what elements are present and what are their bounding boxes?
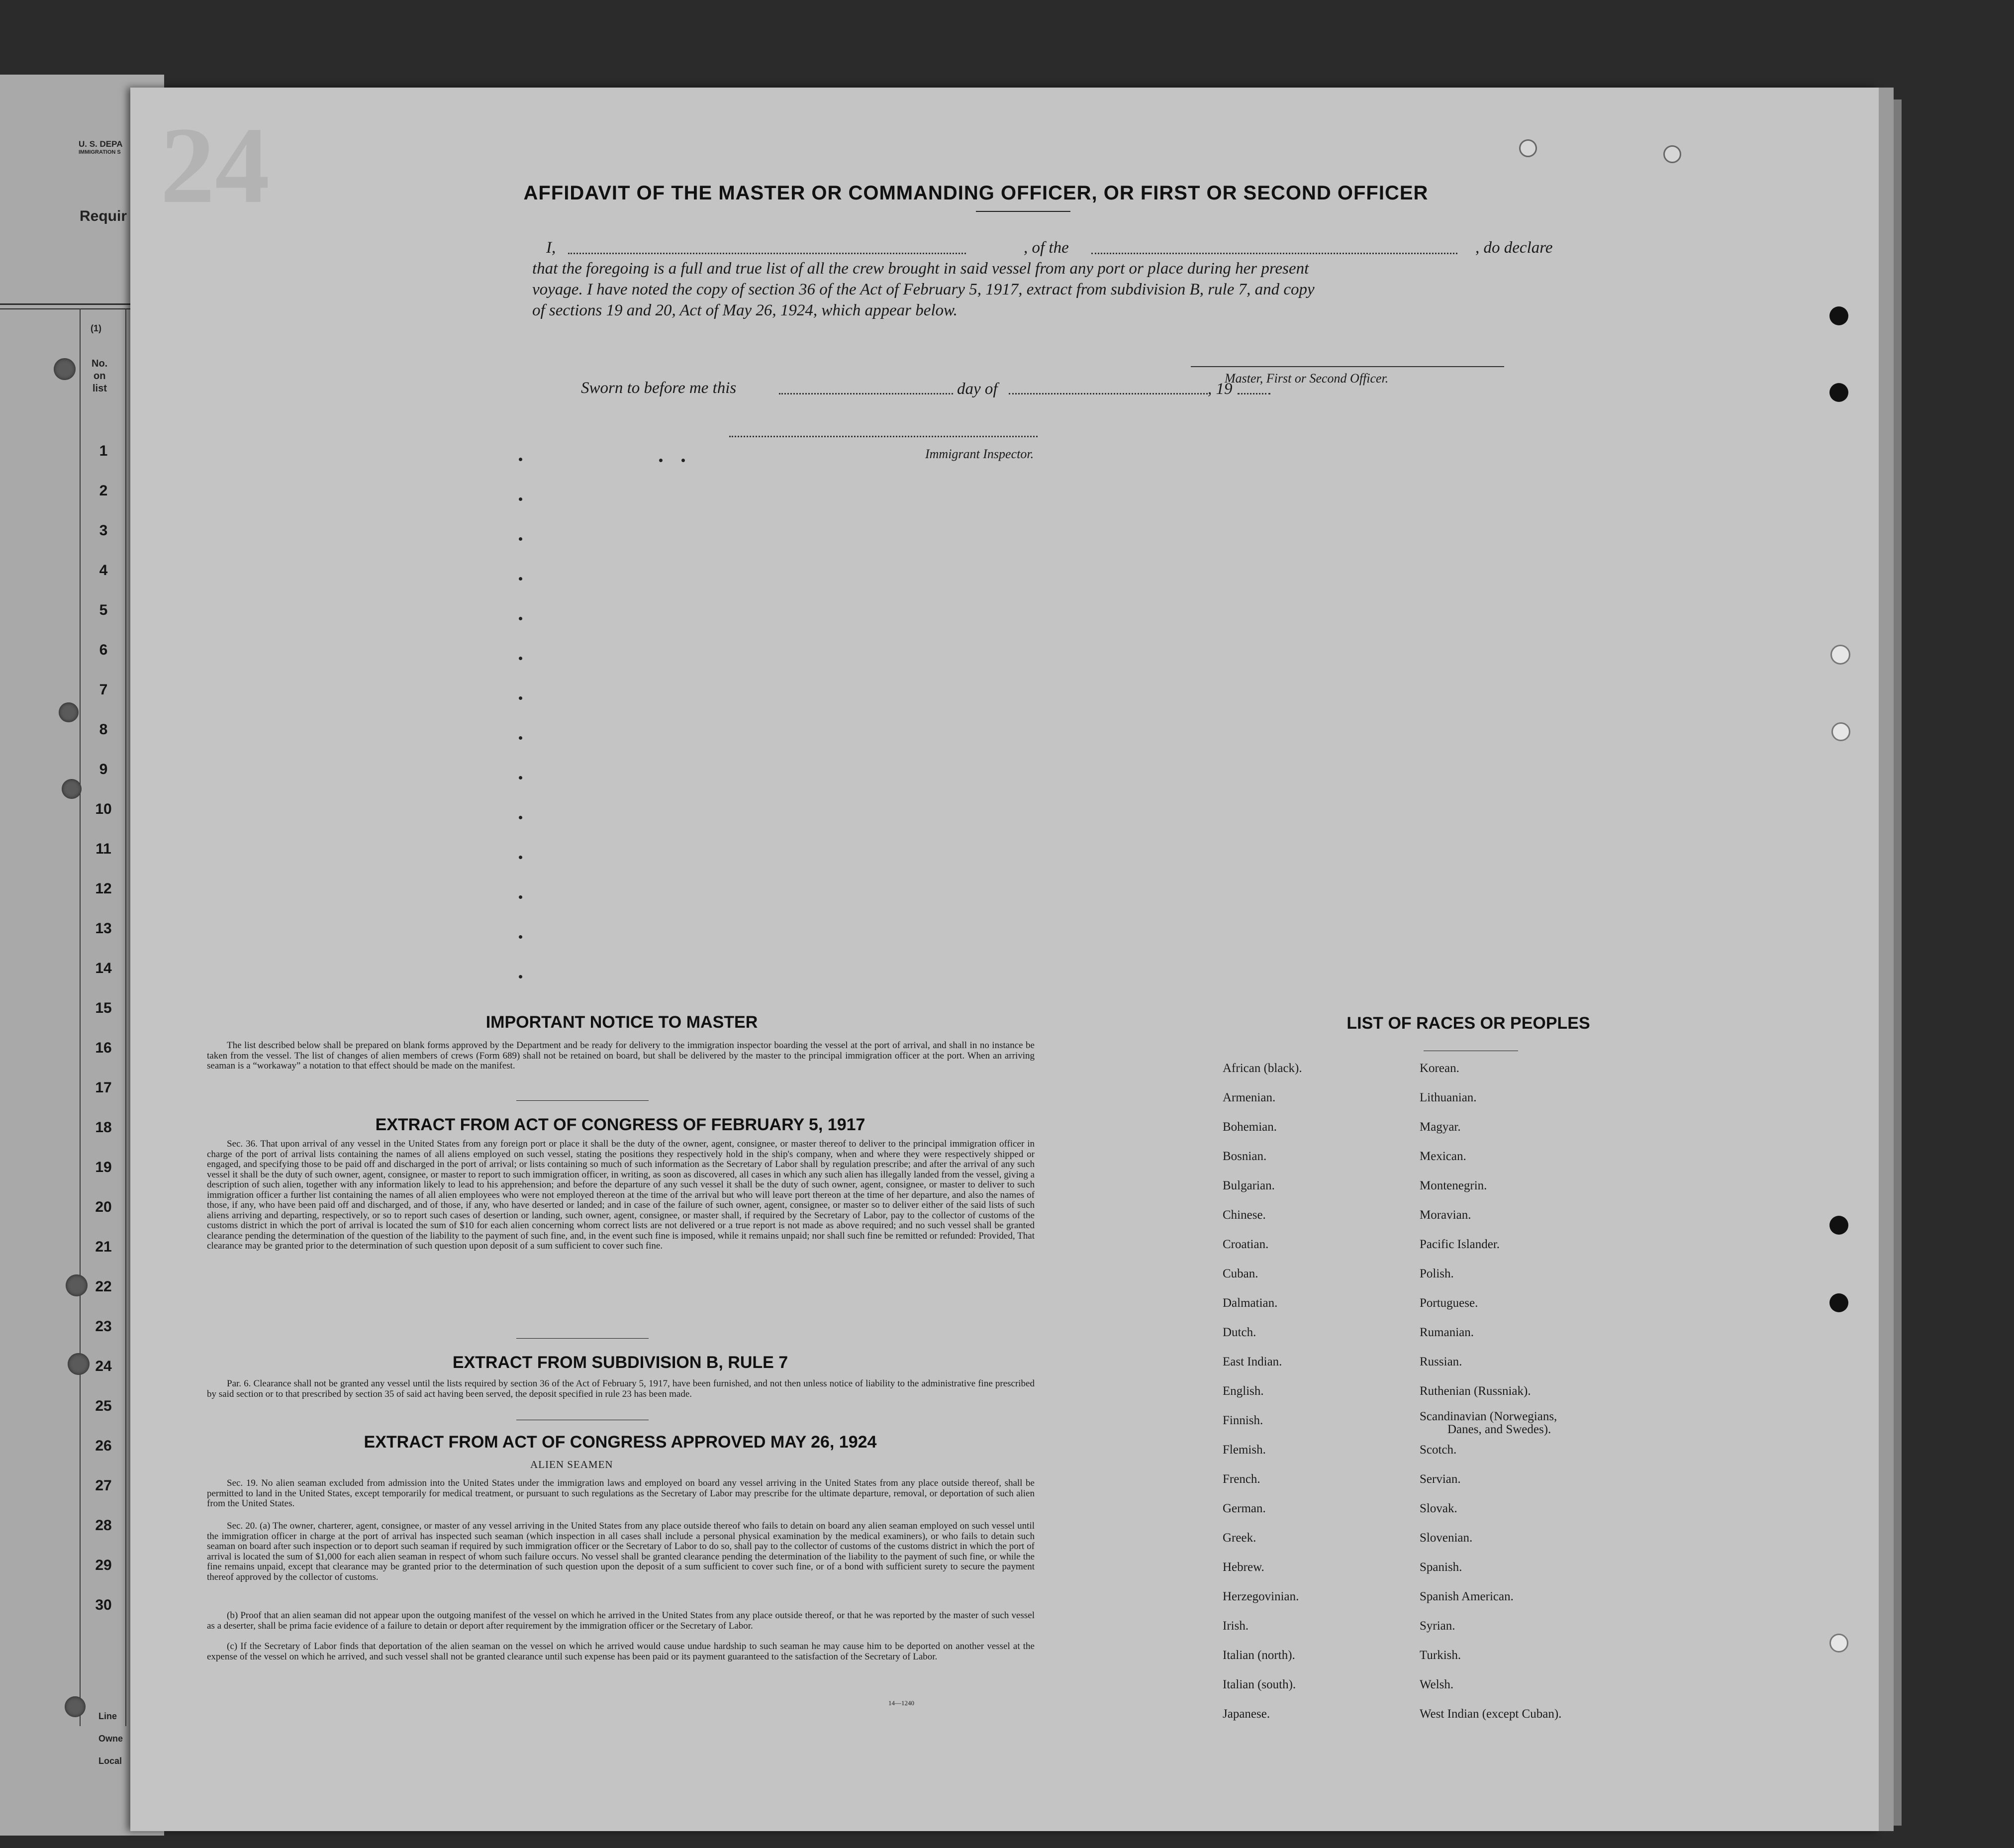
page-dot (519, 736, 522, 740)
page-dot (519, 577, 522, 581)
department-header: U. S. DEPA (79, 139, 123, 149)
row-number: 13 (95, 920, 112, 937)
punch-hole (1519, 139, 1537, 157)
inspector-label: Immigrant Inspector. (925, 447, 1034, 461)
extract-1917-text: Sec. 36. That upon arrival of any vessel in the United States from any foreign port or place it shall be the duty of the owner, agent, consignee, or master thereof to deliver to the principal immigration officer in charge of the port of arrival lists containing the names of all aliens employed on such vessel, stating the positions they respectively hold in the ship's company, when and where they were respectively shipped or engaged, and specifying those to be paid off and discharged in the port of arrival; or lists containing so much of such information as the Secretary of Labor shall by regulation prescribe; and after the arrival of any such vessel it shall be the duty of such owner, agent, consignee, or master to report to such immigration officer, in writing, as soon as discovered, all cases in which any such alien has illegally landed from the vessel, giving a description of such alien, together with any information likely to lead to his apprehension; and before the departure of any such vessel it shall be the duty of such owner, agent, consignee, or master to deliver to such immigration officer a further list containing the names of all alien employees who were not employed thereon at the time of the arrival but who will leave port thereon at the time of her departure, and also the names of those, if any, who have been paid off and discharged, and of those, if any, who have deserted or landed; and in case of the failure of such owner, agent, consignee, or master so to deliver either of the said lists of such aliens arriving and departing, respectively, or so to report such cases of desertion or landing, such owner, agent, consignee, or master shall, if required by the Secretary of Labor, pay to the collector of customs of the customs district in which the port of arrival is located the sum of $10 for each alien concerning whom correct lists are not delivered or a true report is not made as above required; and no such vessel shall be granted clearance pending the determination of the question of the liability to the payment of such fine, and, in the event such fine is imposed, while it remains unpaid; nor shall such fine be remitted or refunded: Provided, That clearance may be granted prior to the determination of such question upon deposit of a sum sufficient to cover such fine. (207, 1139, 1035, 1252)
row-number: 15 (95, 1000, 112, 1016)
signature-label: Master, First or Second Officer. (1225, 371, 1389, 386)
column-divider (125, 308, 126, 1726)
page-dot (519, 816, 522, 819)
row-number: 20 (95, 1199, 112, 1215)
page-edge (1894, 99, 1902, 1826)
row-number: 19 (95, 1159, 112, 1175)
race-item: Scotch. (1420, 1443, 1457, 1457)
row-number: 22 (95, 1278, 112, 1295)
section-19-text: Sec. 19. No alien seaman excluded from admission into the United States under the immigration laws and employed on board any vessel arriving in the United States from any place outside thereof, shall be permitted to land in the United States, except temporarily for medical treatment, or pursuant to such regulations as the Secretary of Labor may prescribe for the ultimate departure, removal, or deportation of such alien from the United States. (207, 1478, 1035, 1509)
page-dot (519, 497, 522, 501)
row-number: 8 (99, 721, 108, 738)
affidavit-page (130, 88, 1879, 1831)
row-number: 16 (95, 1040, 112, 1056)
race-item: Syrian. (1420, 1619, 1455, 1633)
punch-hole (1831, 722, 1850, 741)
race-item: Greek. (1223, 1531, 1256, 1545)
punch-hole (1829, 383, 1848, 402)
page-dot (519, 458, 522, 461)
column-label-no: No. (92, 358, 108, 369)
punch-hole (68, 1353, 90, 1375)
declaration-line-2: that the foregoing is a full and true list of all the crew brought in said vessel from any port or place during her present (532, 260, 1309, 278)
title-rule (976, 211, 1070, 212)
page-dot (519, 657, 522, 660)
column-number: (1) (91, 323, 101, 333)
year-blank (1238, 393, 1270, 394)
rule-7-title: EXTRACT FROM SUBDIVISION B, RULE 7 (452, 1353, 788, 1372)
declaration-line-3: voyage. I have noted the copy of section 36 of the Act of February 5, 1917, extract from subdivision B, rule 7, and copy (532, 281, 1315, 298)
section-rule (516, 1338, 649, 1339)
punch-hole (1830, 645, 1850, 665)
punch-hole (65, 1696, 86, 1717)
race-item: Herzegovinian. (1223, 1590, 1299, 1603)
race-item: Italian (north). (1223, 1649, 1295, 1662)
race-item: Slovenian. (1420, 1531, 1473, 1545)
form-number: 14—1240 (888, 1699, 914, 1707)
race-item: Bosnian. (1223, 1150, 1267, 1163)
row-number: 12 (95, 880, 112, 897)
column-label-on: on (94, 371, 106, 382)
show-through-number: 24 (160, 104, 270, 226)
inspector-line (729, 436, 1038, 437)
row-number: 29 (95, 1557, 112, 1573)
row-number: 9 (99, 761, 108, 778)
row-number: 10 (95, 801, 112, 817)
punch-hole (1829, 1293, 1848, 1312)
race-item: Hebrew. (1223, 1560, 1264, 1574)
race-item: Scandinavian (Norwegians, (1420, 1410, 1557, 1423)
section-20a-text: Sec. 20. (a) The owner, charterer, agent, consignee, or master of any vessel arriving in the United States from any place outside thereof who fails to detain on board any alien seaman employed on such vessel until the immigration officer in charge at the port of arrival has inspected such seaman (which inspection in all cases shall include a personal physical examination by the medical examiners), or who fails to detain such seaman on board after such inspection or to deport such seaman if required by such immigration officer or the Secretary of Labor to do so, shall pay to the collector of customs of the customs district in which the port of arrival is located the sum of $1,000 for each alien seaman in respect of whom such failure occurs. No vessel shall be granted clearance pending the determination of the liability to the payment of such fine, or while the fine remains unpaid, except that clearance may be granted prior to the determination of such question upon the deposit of a sum sufficient to cover such fine, or of a bond with sufficient surety to secure the payment thereof approved by the collector of customs. (207, 1521, 1035, 1582)
name-blank (568, 253, 966, 254)
race-item: Spanish. (1420, 1560, 1462, 1574)
declaration-end: , do declare (1475, 239, 1553, 257)
race-item: Turkish. (1420, 1649, 1461, 1662)
department-subheader: IMMIGRATION S (79, 149, 121, 155)
sworn-start: Sworn to before me this (581, 379, 737, 397)
races-title: LIST OF RACES OR PEOPLES (1346, 1014, 1590, 1033)
race-item: Finnish. (1223, 1414, 1263, 1427)
row-number: 26 (95, 1438, 112, 1454)
month-blank (1009, 393, 1208, 394)
page-dot (519, 975, 522, 978)
extract-1917-title: EXTRACT FROM ACT OF CONGRESS OF FEBRUARY 5, 1917 (375, 1115, 865, 1134)
column-divider (80, 308, 81, 1726)
race-item: Chinese. (1223, 1208, 1266, 1222)
page-dot (519, 617, 522, 620)
race-item: East Indian. (1223, 1355, 1282, 1368)
race-item: Spanish American. (1420, 1590, 1514, 1603)
race-item: Dutch. (1223, 1326, 1256, 1339)
row-number: 23 (95, 1318, 112, 1335)
race-item: Cuban. (1223, 1267, 1258, 1280)
row-number: 21 (95, 1239, 112, 1255)
row-number: 28 (95, 1517, 112, 1534)
race-item: Pacific Islander. (1420, 1238, 1500, 1251)
punch-hole (1829, 306, 1848, 325)
punch-hole (1829, 1216, 1848, 1235)
declaration-line-4: of sections 19 and 20, Act of May 26, 1924, which appear below. (532, 301, 958, 319)
affidavit-title: AFFIDAVIT OF THE MASTER OR COMMANDING OFFICER, OR FIRST OR SECOND OFFICER (523, 182, 1429, 204)
punch-hole (54, 358, 76, 380)
sworn-end: , 19 (1208, 380, 1233, 398)
row-number: 7 (99, 681, 108, 698)
footer-label: Local (98, 1756, 122, 1766)
column-label-list: list (93, 383, 107, 394)
page-dot (519, 935, 522, 939)
race-item: Moravian. (1420, 1208, 1471, 1222)
section-rule (516, 1100, 649, 1101)
race-item: German. (1223, 1502, 1266, 1515)
declaration-start: I, (546, 239, 556, 257)
page-dot (519, 895, 522, 899)
section-20c-text: (c) If the Secretary of Labor finds that deportation of the alien seaman on the vessel on which he arrived would cause undue hardship to such seaman he may cause him to be deported on another vessel at the expense of the vessel on which he arrived, and such vessel shall not be granted clearance until such expense has been paid or its payment guaranteed to the satisfaction of the Secretary of Labor. (207, 1641, 1035, 1662)
page-dot (659, 459, 663, 462)
race-item: Irish. (1223, 1619, 1249, 1633)
requirements-label: Requir (80, 208, 127, 224)
row-number: 11 (96, 841, 111, 857)
race-item: Welsh. (1420, 1678, 1454, 1691)
row-number: 18 (95, 1119, 112, 1136)
race-item: Ruthenian (Russniak). (1420, 1384, 1531, 1398)
page-dot (681, 459, 685, 462)
row-number: 3 (99, 522, 108, 539)
punch-hole (59, 702, 79, 722)
row-number: 2 (99, 483, 108, 499)
race-item: Polish. (1420, 1267, 1454, 1280)
race-item: Flemish. (1223, 1443, 1266, 1457)
race-item: Croatian. (1223, 1238, 1269, 1251)
row-number: 4 (99, 562, 108, 579)
race-item: Bohemian. (1223, 1120, 1277, 1134)
page-dot (519, 776, 522, 779)
row-number: 6 (99, 642, 108, 658)
race-item: African (black). (1223, 1062, 1302, 1075)
race-item: Mexican. (1420, 1150, 1466, 1163)
race-item: Rumanian. (1420, 1326, 1474, 1339)
race-item: Japanese. (1223, 1707, 1270, 1721)
rule-7-text: Par. 6. Clearance shall not be granted any vessel until the lists required by section 36 of the Act of February 5, 1917, have been furnished, and not then unless notice of liability to the administrative fine prescribed by said section or to that prescribed by section 35 of said act having been served, the deposit specified in rule 23 has been made. (207, 1378, 1035, 1399)
signature-line (1191, 366, 1504, 367)
race-item: Russian. (1420, 1355, 1462, 1368)
race-item: Bulgarian. (1223, 1179, 1275, 1192)
day-blank (779, 393, 953, 394)
page-dot (519, 856, 522, 859)
notice-text: The list described below shall be prepared on blank forms approved by the Department and be ready for delivery to the immigration inspector boarding the vessel at the port of arrival, and shall in no instance be taken from the vessel. The list of changes of alien members of crews (Form 689) shall not be retained on board, but shall be delivered by the master to the principal immigration officer at the port. When an arriving seaman is a “workaway” a notation to that effect should be made on the manifest. (207, 1040, 1035, 1071)
page-dot (519, 696, 522, 700)
race-item: Korean. (1420, 1062, 1459, 1075)
footer-label: Line (98, 1711, 117, 1721)
race-item: French. (1223, 1472, 1260, 1486)
footer-label: Owne (98, 1734, 123, 1744)
declaration-mid: , of the (1024, 239, 1069, 257)
row-number: 30 (95, 1597, 112, 1613)
race-item: Dalmatian. (1223, 1296, 1278, 1310)
race-item: Italian (south). (1223, 1678, 1296, 1691)
punch-hole (1663, 145, 1681, 163)
race-item: Slovak. (1420, 1502, 1457, 1515)
row-number: 27 (95, 1477, 112, 1494)
race-item: Lithuanian. (1420, 1091, 1477, 1104)
row-number: 1 (99, 443, 108, 459)
punch-hole (66, 1274, 88, 1296)
row-number: 24 (95, 1358, 112, 1374)
page-dot (519, 537, 522, 541)
sworn-mid: day of (957, 380, 998, 398)
vessel-blank (1091, 253, 1457, 254)
row-number: 5 (99, 602, 108, 618)
extract-1924-title: EXTRACT FROM ACT OF CONGRESS APPROVED MAY 26, 1924 (364, 1433, 877, 1452)
alien-seamen-subtitle: ALIEN SEAMEN (530, 1459, 613, 1470)
race-item: English. (1223, 1384, 1264, 1398)
race-item: Servian. (1420, 1472, 1461, 1486)
row-number: 25 (95, 1398, 112, 1414)
race-item: West Indian (except Cuban). (1420, 1707, 1562, 1721)
race-item: Magyar. (1420, 1120, 1461, 1134)
race-item: Montenegrin. (1420, 1179, 1487, 1192)
race-item: Armenian. (1223, 1091, 1276, 1104)
row-number: 17 (95, 1079, 112, 1096)
section-20b-text: (b) Proof that an alien seaman did not appear upon the outgoing manifest of the vessel on which he arrived in the United States from any place outside thereof, or that he was reported by the master of such vessel as a deserter, shall be prima facie evidence of a failure to detain or deport after requirement by the immigration officer or the Secretary of Labor. (207, 1610, 1035, 1631)
notice-title: IMPORTANT NOTICE TO MASTER (485, 1013, 758, 1032)
punch-hole (62, 779, 82, 799)
page-edge (1879, 88, 1894, 1831)
race-item-continuation: Danes, and Swedes). (1447, 1423, 1551, 1436)
race-item: Portuguese. (1420, 1296, 1478, 1310)
punch-hole (1829, 1634, 1848, 1653)
row-number: 14 (95, 960, 112, 976)
